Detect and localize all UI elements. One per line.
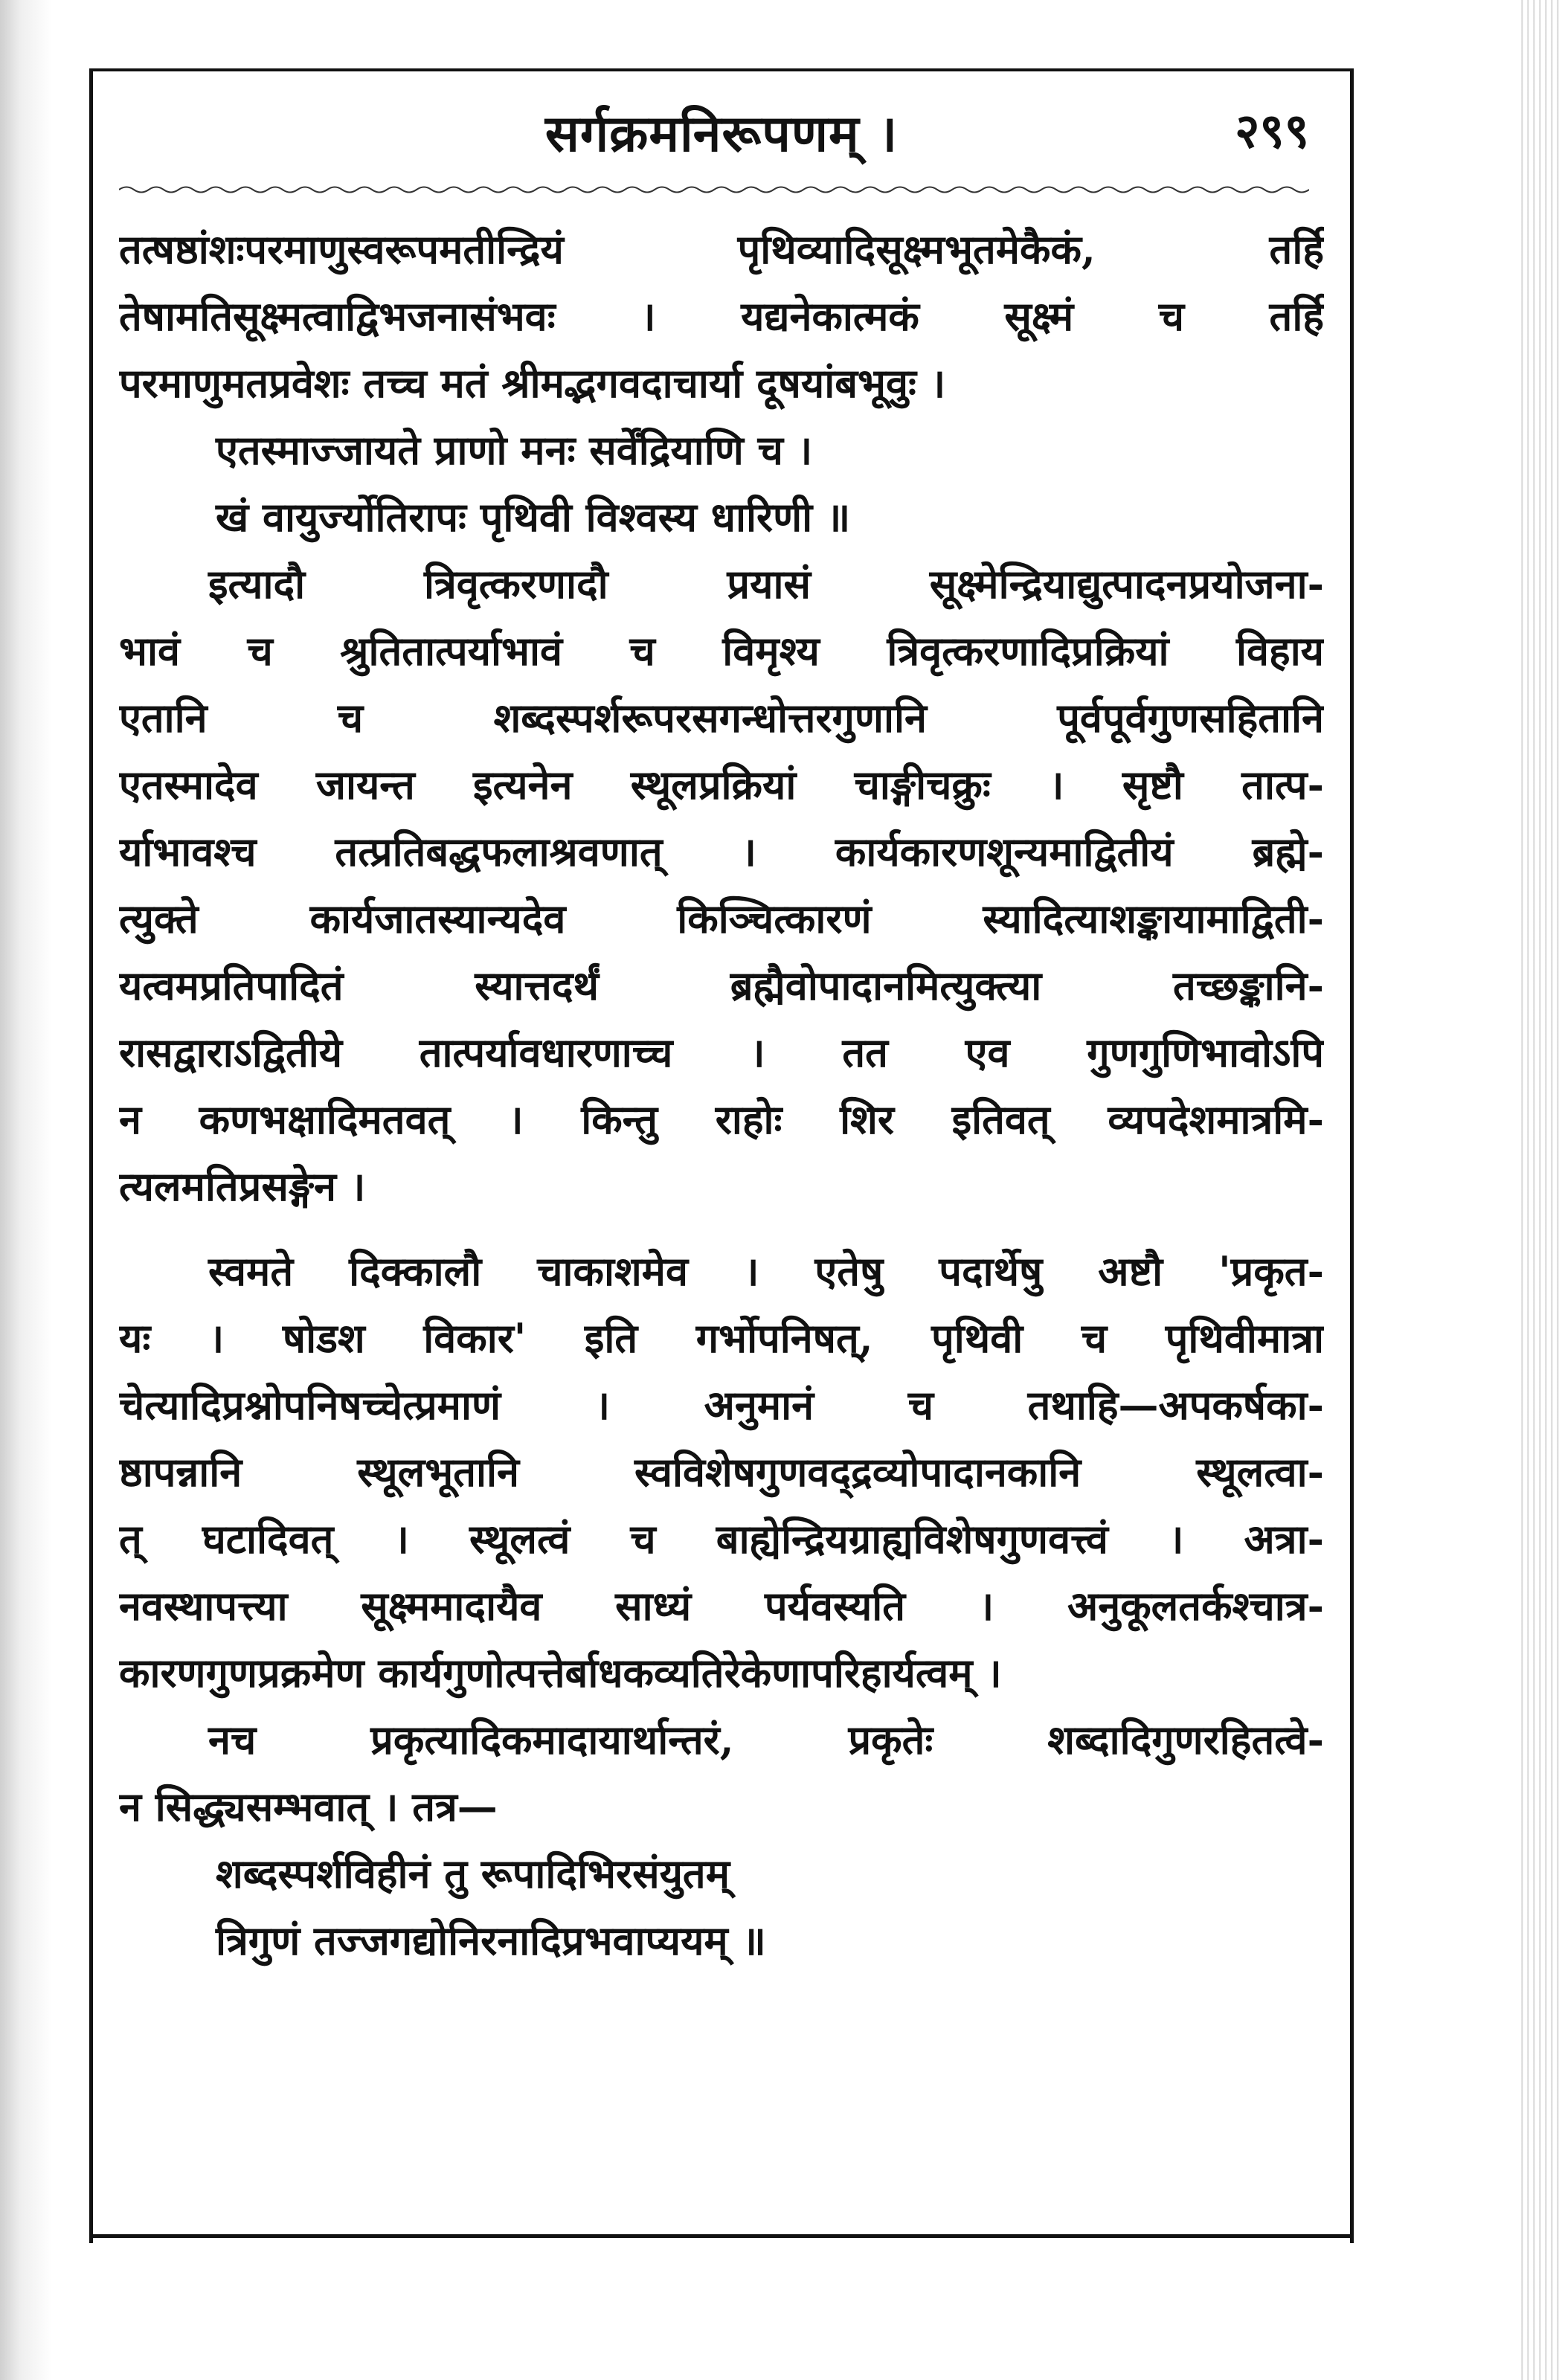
- bottom-rule: [89, 2234, 1354, 2238]
- text-line: स्वमते दिक्कालौ चाकाशमेव । एतेषु पदार्थेषु अष्टौ 'प्रकृत-: [208, 1247, 1324, 1295]
- text-line: तेषामतिसूक्ष्मत्वाद्विभजनासंभवः । यद्यनेकात्मकं सूक्ष्मं च तर्हि: [119, 292, 1324, 340]
- text-line: नच प्रकृत्यादिकमादायार्थान्तरं, प्रकृतेः शब्दादिगुणरहितत्वे-: [208, 1716, 1324, 1763]
- text-line: र्याभावश्च तत्प्रतिबद्धफलाश्रवणात् । कार्यकारणशून्यमाद्वितीयं ब्रह्मे-: [119, 828, 1324, 875]
- paragraph-2: [119, 550, 1324, 1220]
- text-line: चेत्यादिप्रश्नोपनिषच्चेत्प्रमाणं । अनुमानं च तथाहि—अपकर्षका-: [119, 1381, 1324, 1429]
- paragraph-gap: [119, 1220, 1324, 1238]
- scan-left-edge: [0, 0, 52, 2380]
- text-line: नवस्थापत्त्या सूक्ष्ममादायैव साध्यं पर्यवस्यति । अनुकूलतर्कश्चात्र-: [119, 1582, 1324, 1630]
- text-line: न कणभक्षादिमतवत् । किन्तु राहोः शिर इतिवत् व्यपदेशमात्रमि-: [119, 1096, 1324, 1143]
- text-line: कारणगुणप्रक्रमेण कार्यगुणोत्पत्तेर्बाधकव्यतिरेकेणापरिहार्यत्वम् ।: [119, 1649, 1002, 1696]
- page-header: [89, 97, 1354, 178]
- page-number: २९९: [1235, 103, 1309, 159]
- paragraph-1: [119, 216, 1324, 416]
- verse-line: त्रिगुणं तज्जगद्योनिरनादिप्रभवाप्ययम् ॥: [216, 1917, 766, 1964]
- text-line: यत्वमप्रतिपादितं स्यात्तदर्थं ब्रह्मैवोपादानमित्युक्त्या तच्छङ्कानि-: [119, 962, 1324, 1009]
- header-divider: [119, 184, 1309, 195]
- verse-quotation-1: [119, 416, 1324, 550]
- text-line: इत्यादौ त्रिवृत्करणादौ प्रयासं सूक्ष्मेन्द्रियाद्युत्पादनप्रयोजना-: [208, 560, 1324, 608]
- text-line: रासद्वाराऽद्वितीये तात्पर्यावधारणाच्च । तत एव गुणगुणिभावोऽपि: [119, 1029, 1324, 1076]
- text-line: परमाणुमतप्रवेशः तच्च मतं श्रीमद्भगवदाचार्या दूषयांबभूवुः ।: [119, 359, 946, 407]
- paragraph-3: [119, 1238, 1324, 1706]
- text-line: त्युक्ते कार्यजातस्यान्यदेव किञ्चित्कारणं स्यादित्याशङ्कायामाद्विती-: [119, 895, 1324, 942]
- verse-line: शब्दस्पर्शविहीनं तु रूपादिभिरसंयुतम्: [216, 1850, 730, 1897]
- text-line: न सिद्ध्यसम्भवात् । तत्र—: [119, 1783, 498, 1830]
- text-line: ष्ठापन्नानि स्थूलभूतानि स्वविशेषगुणवद्द्रव्योपादानकानि स्थूलत्वा-: [119, 1448, 1324, 1496]
- text-line: यः । षोडश विकार' इति गर्भोपनिषत्, पृथिवी च पृथिवीमात्रा: [119, 1314, 1324, 1362]
- text-line: एतानि च शब्दस्पर्शरूपरसगन्धोत्तरगुणानि पूर्वपूर्वगुणसहितानि: [119, 694, 1324, 742]
- verse-quotation-2: [119, 1840, 1324, 1974]
- text-line: भावं च श्रुतितात्पर्याभावं च विमृश्य त्रिवृत्करणादिप्रक्रियां विहाय: [119, 627, 1324, 675]
- verse-line: एतस्माज्जायते प्राणो मनः सर्वेंद्रियाणि च ।: [216, 426, 813, 474]
- text-line: त्यलमतिप्रसङ्गेन ।: [119, 1162, 366, 1210]
- scan-right-edge: [1517, 0, 1562, 2380]
- running-title: सर्गक्रमनिरूपणम् ।: [544, 104, 899, 164]
- paragraph-4: [119, 1706, 1324, 1840]
- verse-line: खं वायुर्ज्योतिरापः पृथिवी विश्वस्य धारिणी ॥: [216, 493, 851, 541]
- text-line: त् घटादिवत् । स्थूलत्वं च बाह्येन्द्रियग्राह्यविशेषगुणवत्त्वं । अत्रा-: [119, 1515, 1324, 1563]
- text-line: एतस्मादेव जायन्त इत्यनेन स्थूलप्रक्रियां चाङ्गीचक्रुः । सृष्टौ तात्प-: [119, 761, 1324, 808]
- text-line: तत्षष्ठांशःपरमाणुस्वरूपमतीन्द्रियं पृथिव्यादिसूक्ष्मभूतमेकैकं, तर्हि: [119, 225, 1324, 273]
- page-body: [119, 216, 1324, 1974]
